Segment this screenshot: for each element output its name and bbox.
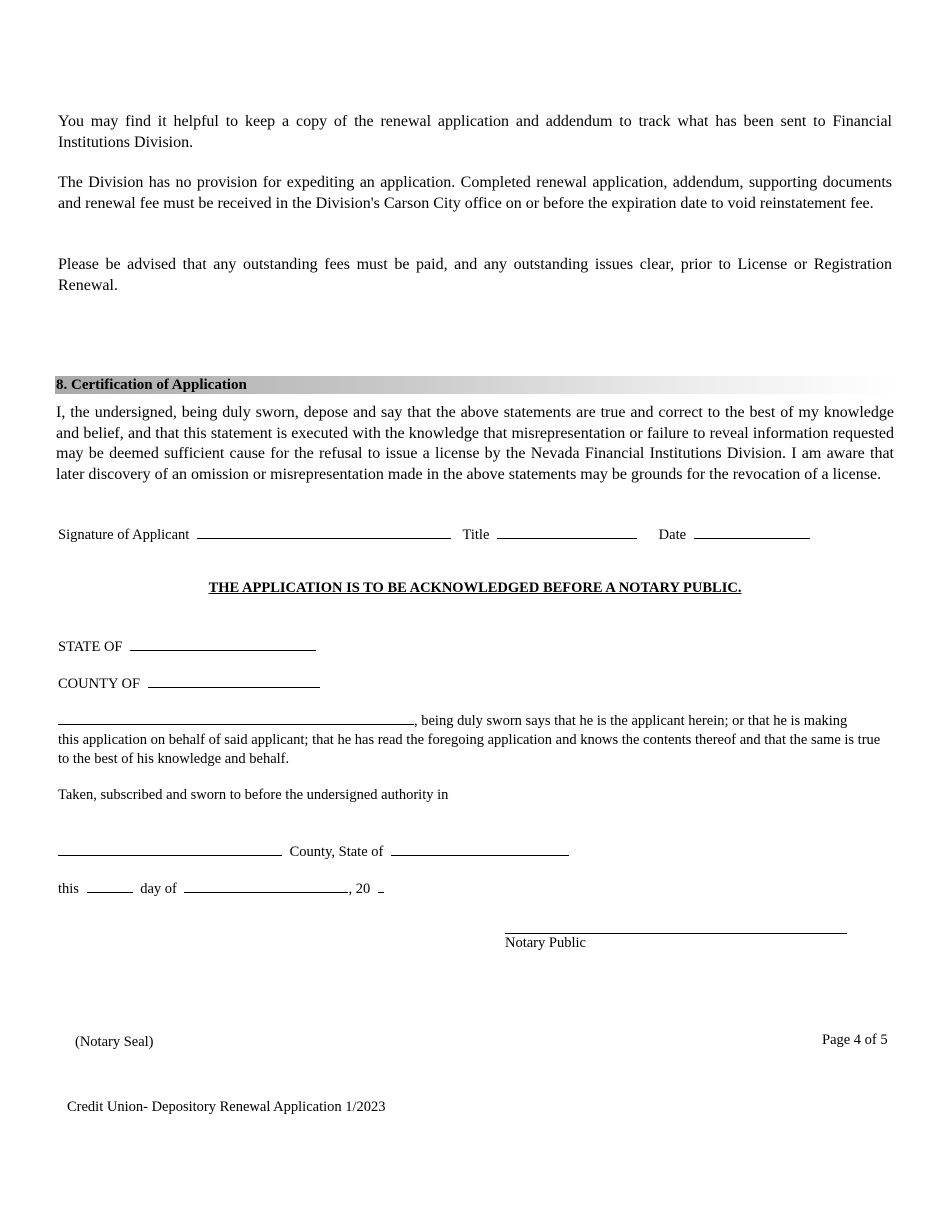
intro-paragraph-1: You may find it helpful to keep a copy of the renewal application and addendum to track what has been sent to Financial Institutions Division. xyxy=(58,113,892,151)
notary-seal-label: (Notary Seal) xyxy=(75,1034,154,1050)
date-field[interactable] xyxy=(694,524,810,539)
sworn-text-first: , being duly sworn says that he is the applicant herein; or that he is making xyxy=(414,713,848,729)
affiant-name-field[interactable] xyxy=(58,710,414,725)
intro-paragraph-3: Please be advised that any outstanding fees must be paid, and any outstanding issues clear, prior to License or Registration Renewal. xyxy=(58,256,892,294)
county-label: COUNTY OF xyxy=(58,676,141,692)
intro-paragraph-2: The Division has no provision for expediting an application. Completed renewal application, addendum, supporting documents and renewal fee must be received in the Division's Carson City office on or before the expiration date to void reinstatement fee. xyxy=(58,174,892,212)
notary-heading: THE APPLICATION IS TO BE ACKNOWLEDGED BEFORE A NOTARY PUBLIC. xyxy=(208,580,742,596)
notary-public-label: Notary Public xyxy=(505,935,586,951)
date-sworn-row xyxy=(58,878,384,898)
day-of-label: day of xyxy=(140,881,177,897)
title-label: Title xyxy=(462,527,490,543)
date-label: Date xyxy=(658,527,687,543)
sworn-statement xyxy=(58,710,892,769)
form-identifier: Credit Union- Depository Renewal Application 1/2023 xyxy=(67,1099,386,1115)
month-field[interactable] xyxy=(184,878,348,893)
year-field[interactable] xyxy=(378,878,384,893)
signature-label: Signature of Applicant xyxy=(58,527,190,543)
sworn-text-rest: this application on behalf of said applicant; that he has read the foregoing application and knows the contents thereof and that the same is true to the best of his knowledge and behalf. xyxy=(58,732,881,767)
sworn-state-field[interactable] xyxy=(391,841,569,856)
state-row xyxy=(58,636,316,656)
state-field[interactable] xyxy=(130,636,316,651)
day-field[interactable] xyxy=(87,878,133,893)
taken-text: Taken, subscribed and sworn to before the undersigned authority in xyxy=(58,787,449,803)
county-row xyxy=(58,673,320,693)
county-state-row xyxy=(58,841,569,861)
page-number: Page 4 of 5 xyxy=(822,1032,888,1048)
title-field[interactable] xyxy=(497,524,637,539)
state-label: STATE OF xyxy=(58,639,123,655)
section-header-certification: 8. Certification of Application xyxy=(55,376,895,394)
sworn-county-field[interactable] xyxy=(58,841,282,856)
year-label: , 20 xyxy=(348,881,371,897)
county-state-label: County, State of xyxy=(289,844,384,860)
certification-statement: I, the undersigned, being duly sworn, depose and say that the above statements are true and correct to the best of my knowledge and belief, and that this statement is executed with the knowledge that misrepresentation or failure to reveal information requested may be deemed sufficient cause for the refusal to issue a license by the Nevada Financial Institutions Division. I am aware that later discovery of an omission or misrepresentation made in the above statements may be grounds for the revocation of a license. xyxy=(56,404,894,483)
signature-field[interactable] xyxy=(197,524,451,539)
this-label: this xyxy=(58,881,79,897)
county-field[interactable] xyxy=(148,673,320,688)
signature-row xyxy=(58,524,810,544)
